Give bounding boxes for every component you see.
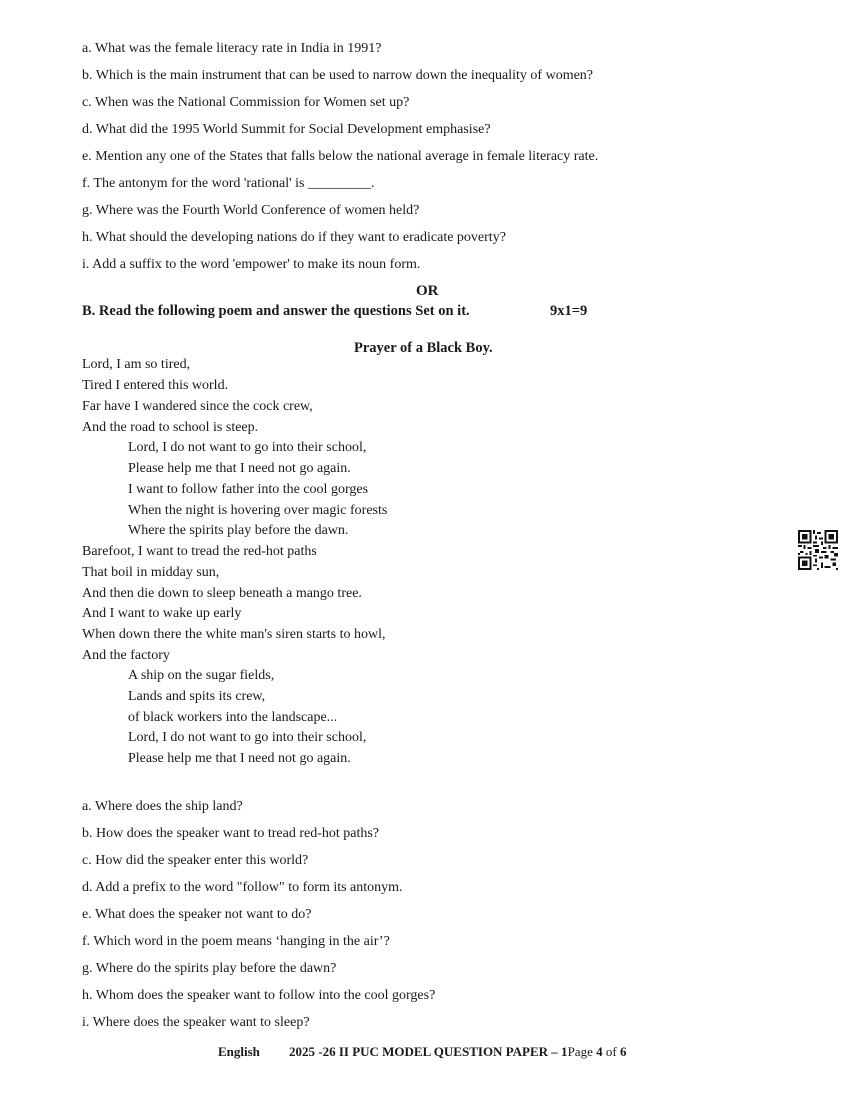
poem-line: Where the spirits play before the dawn. xyxy=(128,523,349,538)
question-b-e: e. What does the speaker not want to do? xyxy=(82,907,312,922)
question-b-i: i. Where does the speaker want to sleep? xyxy=(82,1015,310,1030)
poem-line: A ship on the sugar fields, xyxy=(128,668,275,683)
qr-code[interactable] xyxy=(798,530,838,570)
question-a-f: f. The antonym for the word 'rational' is _________. xyxy=(82,176,375,191)
footer-page-number: 4 xyxy=(596,1044,603,1059)
question-a-c: c. When was the National Commission for Women set up? xyxy=(82,95,410,110)
question-a-i: i. Add a suffix to the word 'empower' to make its noun form. xyxy=(82,257,421,272)
poem-title: Prayer of a Black Boy. xyxy=(354,340,493,356)
question-b-c: c. How did the speaker enter this world? xyxy=(82,853,309,868)
or-divider: OR xyxy=(416,283,439,299)
poem-line: Lord, I am so tired, xyxy=(82,357,191,372)
question-b-d: d. Add a prefix to the word "follow" to form its antonym. xyxy=(82,880,403,895)
question-a-h: h. What should the developing nations do if they want to eradicate poverty? xyxy=(82,230,506,245)
question-b-b: b. How does the speaker want to tread red-hot paths? xyxy=(82,826,380,841)
question-b-g: g. Where do the spirits play before the dawn? xyxy=(82,961,337,976)
poem-line: That boil in midday sun, xyxy=(82,565,220,580)
poem-line: I want to follow father into the cool gorges xyxy=(128,482,369,497)
poem-line: When the night is hovering over magic forests xyxy=(128,503,388,518)
question-b-h: h. Whom does the speaker want to follow into the cool gorges? xyxy=(82,988,436,1003)
poem-line: Please help me that I need not go again. xyxy=(128,751,351,766)
poem-line: Lord, I do not want to go into their school, xyxy=(128,440,367,455)
footer-page-info xyxy=(289,1044,626,1060)
poem-line: And then die down to sleep beneath a mango tree. xyxy=(82,586,362,601)
poem-line: Lord, I do not want to go into their school, xyxy=(128,730,367,745)
footer-subject: English xyxy=(218,1044,260,1059)
footer-page-total: 6 xyxy=(619,1044,627,1059)
question-a-d: d. What did the 1995 World Summit for Social Development emphasise? xyxy=(82,122,491,137)
poem-line: of black workers into the landscape... xyxy=(128,710,338,725)
question-b-f: f. Which word in the poem means ‘hanging in the air’? xyxy=(82,934,390,949)
poem-line: Please help me that I need not go again. xyxy=(128,461,351,476)
poem-line: When down there the white man's siren starts to howl, xyxy=(82,627,386,642)
poem-line: Lands and spits its crew, xyxy=(128,689,266,704)
question-a-b: b. Which is the main instrument that can be used to narrow down the inequality of women? xyxy=(82,68,594,83)
question-b-a: a. Where does the ship land? xyxy=(82,799,243,814)
question-a-g: g. Where was the Fourth World Conference of women held? xyxy=(82,203,420,218)
section-b-marks: 9x1=9 xyxy=(550,303,588,319)
section-b-heading: B. Read the following poem and answer the questions Set on it. xyxy=(82,303,470,319)
poem-line: Far have I wandered since the cock crew, xyxy=(82,399,313,414)
footer-paper-title: 2025 -26 II PUC MODEL QUESTION PAPER – 1 xyxy=(289,1044,568,1059)
poem-line: And the road to school is steep. xyxy=(82,420,259,435)
question-a-a: a. What was the female literacy rate in India in 1991? xyxy=(82,41,382,56)
poem-line: And I want to wake up early xyxy=(82,606,242,621)
footer-of-label: of xyxy=(605,1044,617,1059)
poem-line: Barefoot, I want to tread the red-hot paths xyxy=(82,544,317,559)
footer-page-label: Page xyxy=(567,1044,593,1059)
question-a-e: e. Mention any one of the States that falls below the national average in female literacy rate. xyxy=(82,149,599,164)
poem-line: Tired I entered this world. xyxy=(82,378,229,393)
poem-line: And the factory xyxy=(82,648,170,663)
